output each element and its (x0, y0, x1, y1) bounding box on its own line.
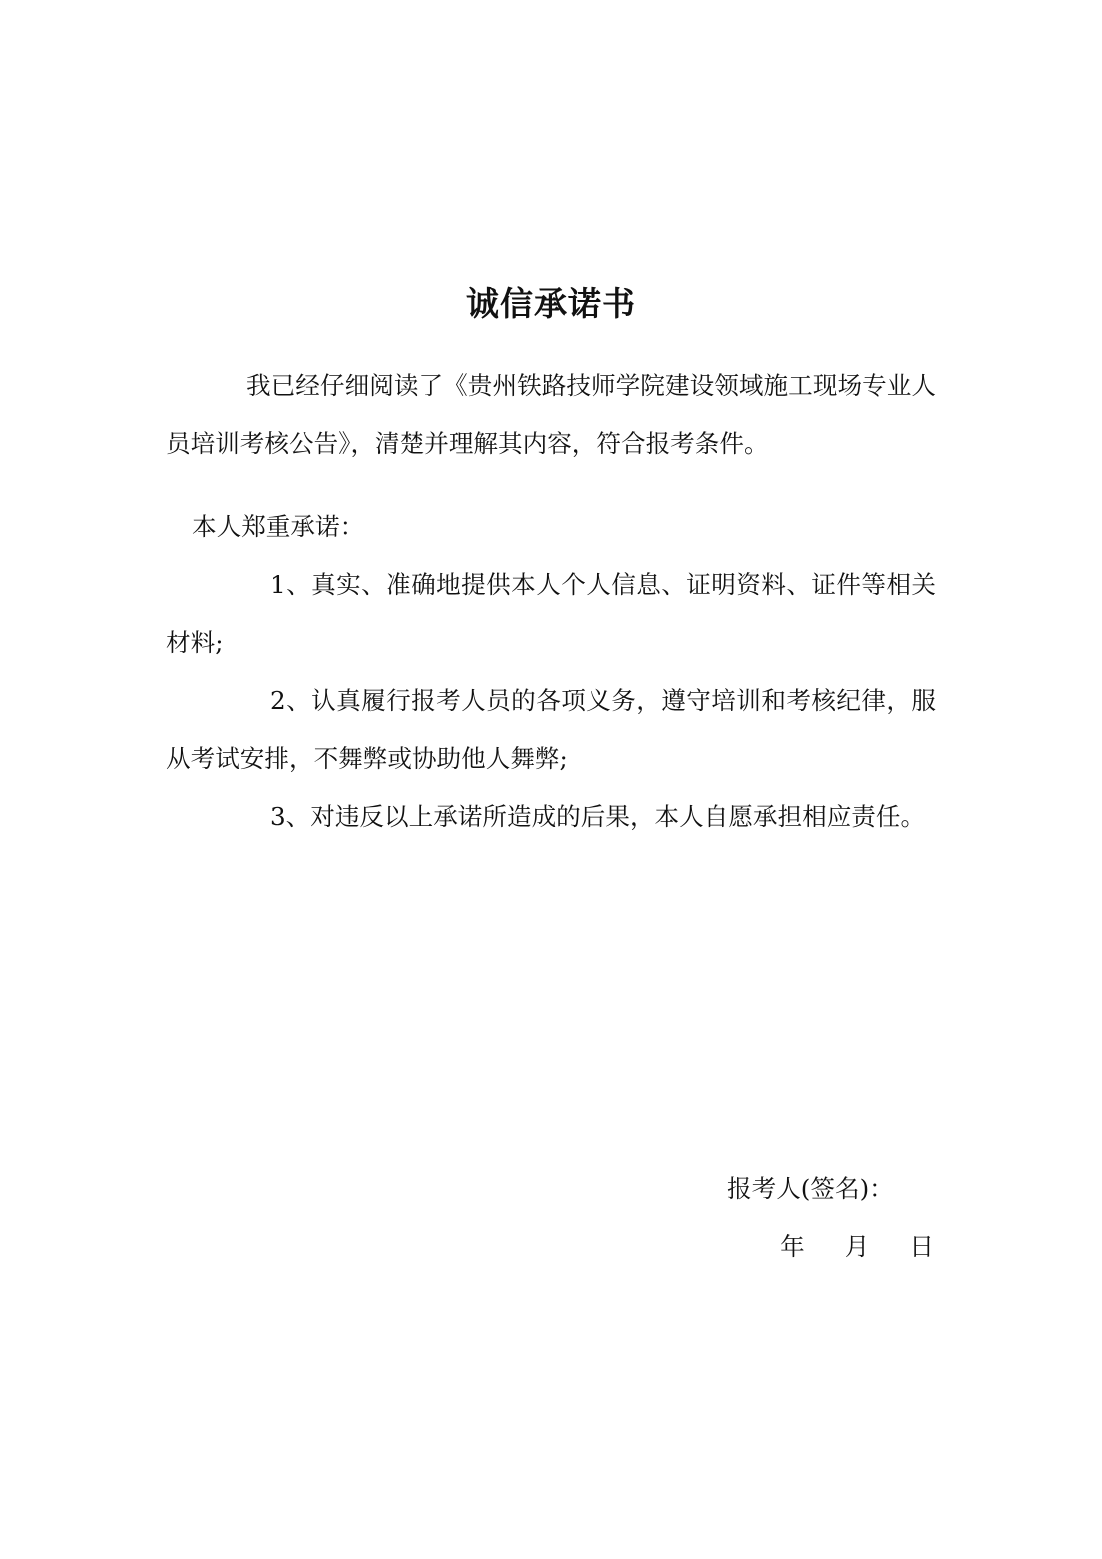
date-year-label: 年 (780, 1232, 805, 1261)
intro-paragraph: 我已经仔细阅读了《贵州铁路技师学院建设领域施工现场专业人员培训考核公告》，清楚并理解其内容，符合报考条件。 (166, 371, 936, 458)
signature-label: 报考人(签名)： (727, 1174, 894, 1203)
pledge-item-2: 2、认真履行报考人员的各项义务，遵守培训和考核纪律，服从考试安排，不舞弊或协助他人舞弊; (166, 686, 936, 773)
pledge-item-3: 3、对违反以上承诺所造成的后果，本人自愿承担相应责任。 (270, 802, 926, 831)
pledge-item-1: 1、真实、准确地提供本人个人信息、证明资料、证件等相关材料; (166, 570, 936, 657)
date-line (780, 1218, 934, 1276)
pledge-heading: 本人郑重承诺： (192, 512, 365, 541)
document-title: 诚信承诺书 (466, 284, 636, 323)
date-day-label: 日 (909, 1232, 934, 1261)
date-month-label: 月 (844, 1232, 870, 1261)
